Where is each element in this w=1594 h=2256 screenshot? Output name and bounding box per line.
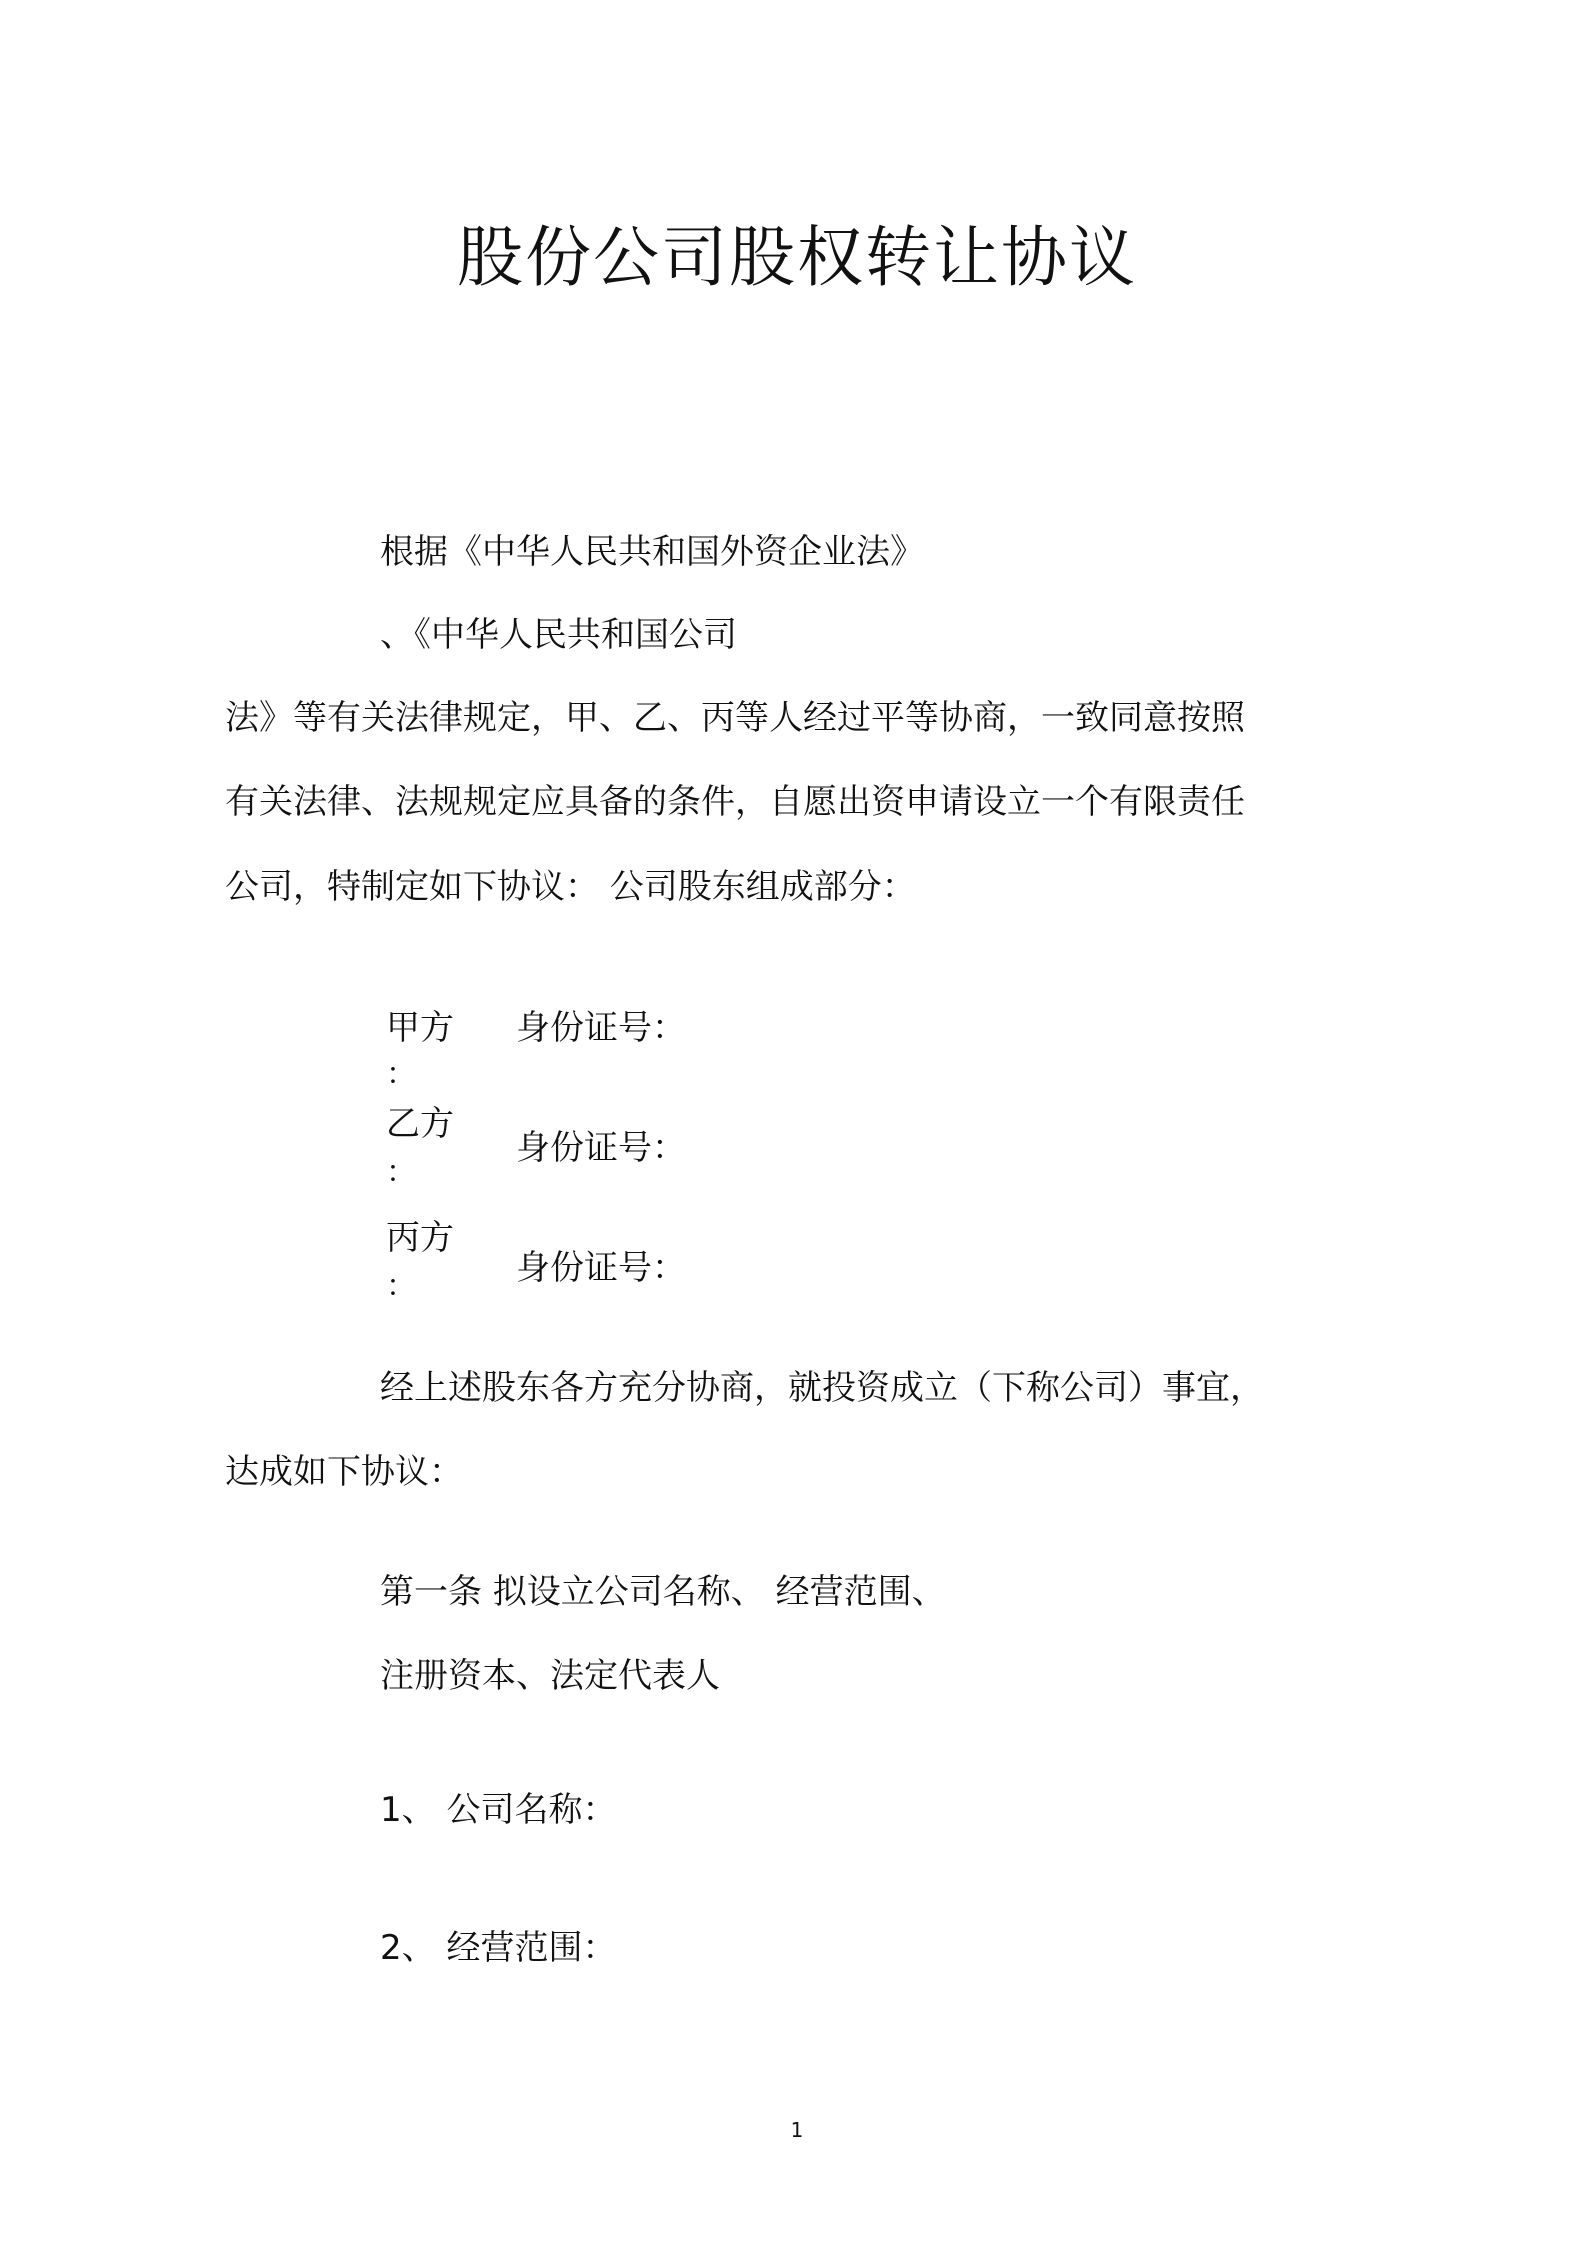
party-a-colon: ：: [386, 1057, 416, 1092]
party-c-label: 丙方: [386, 1218, 454, 1258]
article-one-line-2: 注册资本、法定代表人: [380, 1656, 720, 1696]
agreement-line-1: 经上述股东各方充分协商，就投资成立（下称公司）事宜，: [380, 1368, 1264, 1408]
page-number: 1: [790, 2118, 804, 2142]
item-company-name: 1、 公司名称：: [380, 1790, 617, 1830]
intro-line-3: 法》等有关法律规定，甲、乙、丙等人经过平等协商，一致同意按照: [225, 698, 1245, 738]
party-c-id-label: 身份证号：: [516, 1248, 686, 1288]
intro-line-5: 公司，特制定如下协议： 公司股东组成部分：: [225, 867, 916, 907]
party-a-label: 甲方: [386, 1008, 454, 1048]
party-c-colon: ：: [386, 1269, 416, 1304]
article-one-line-1: 第一条 拟设立公司名称、 经营范围、: [380, 1572, 946, 1612]
party-b-colon: ：: [386, 1155, 416, 1190]
intro-line-4: 有关法律、法规规定应具备的条件，自愿出资申请设立一个有限责任: [225, 782, 1245, 822]
party-a-id-label: 身份证号：: [516, 1008, 686, 1048]
party-b-id-label: 身份证号：: [516, 1128, 686, 1168]
item-business-scope: 2、 经营范围：: [380, 1928, 617, 1968]
document-title: 股份公司股权转让协议: [457, 219, 1137, 296]
agreement-line-2: 达成如下协议：: [225, 1452, 463, 1492]
intro-line-1: 根据《中华人民共和国外资企业法》: [380, 532, 924, 572]
party-b-label: 乙方: [386, 1104, 454, 1144]
intro-line-2: 、《中华人民共和国公司: [380, 615, 737, 655]
